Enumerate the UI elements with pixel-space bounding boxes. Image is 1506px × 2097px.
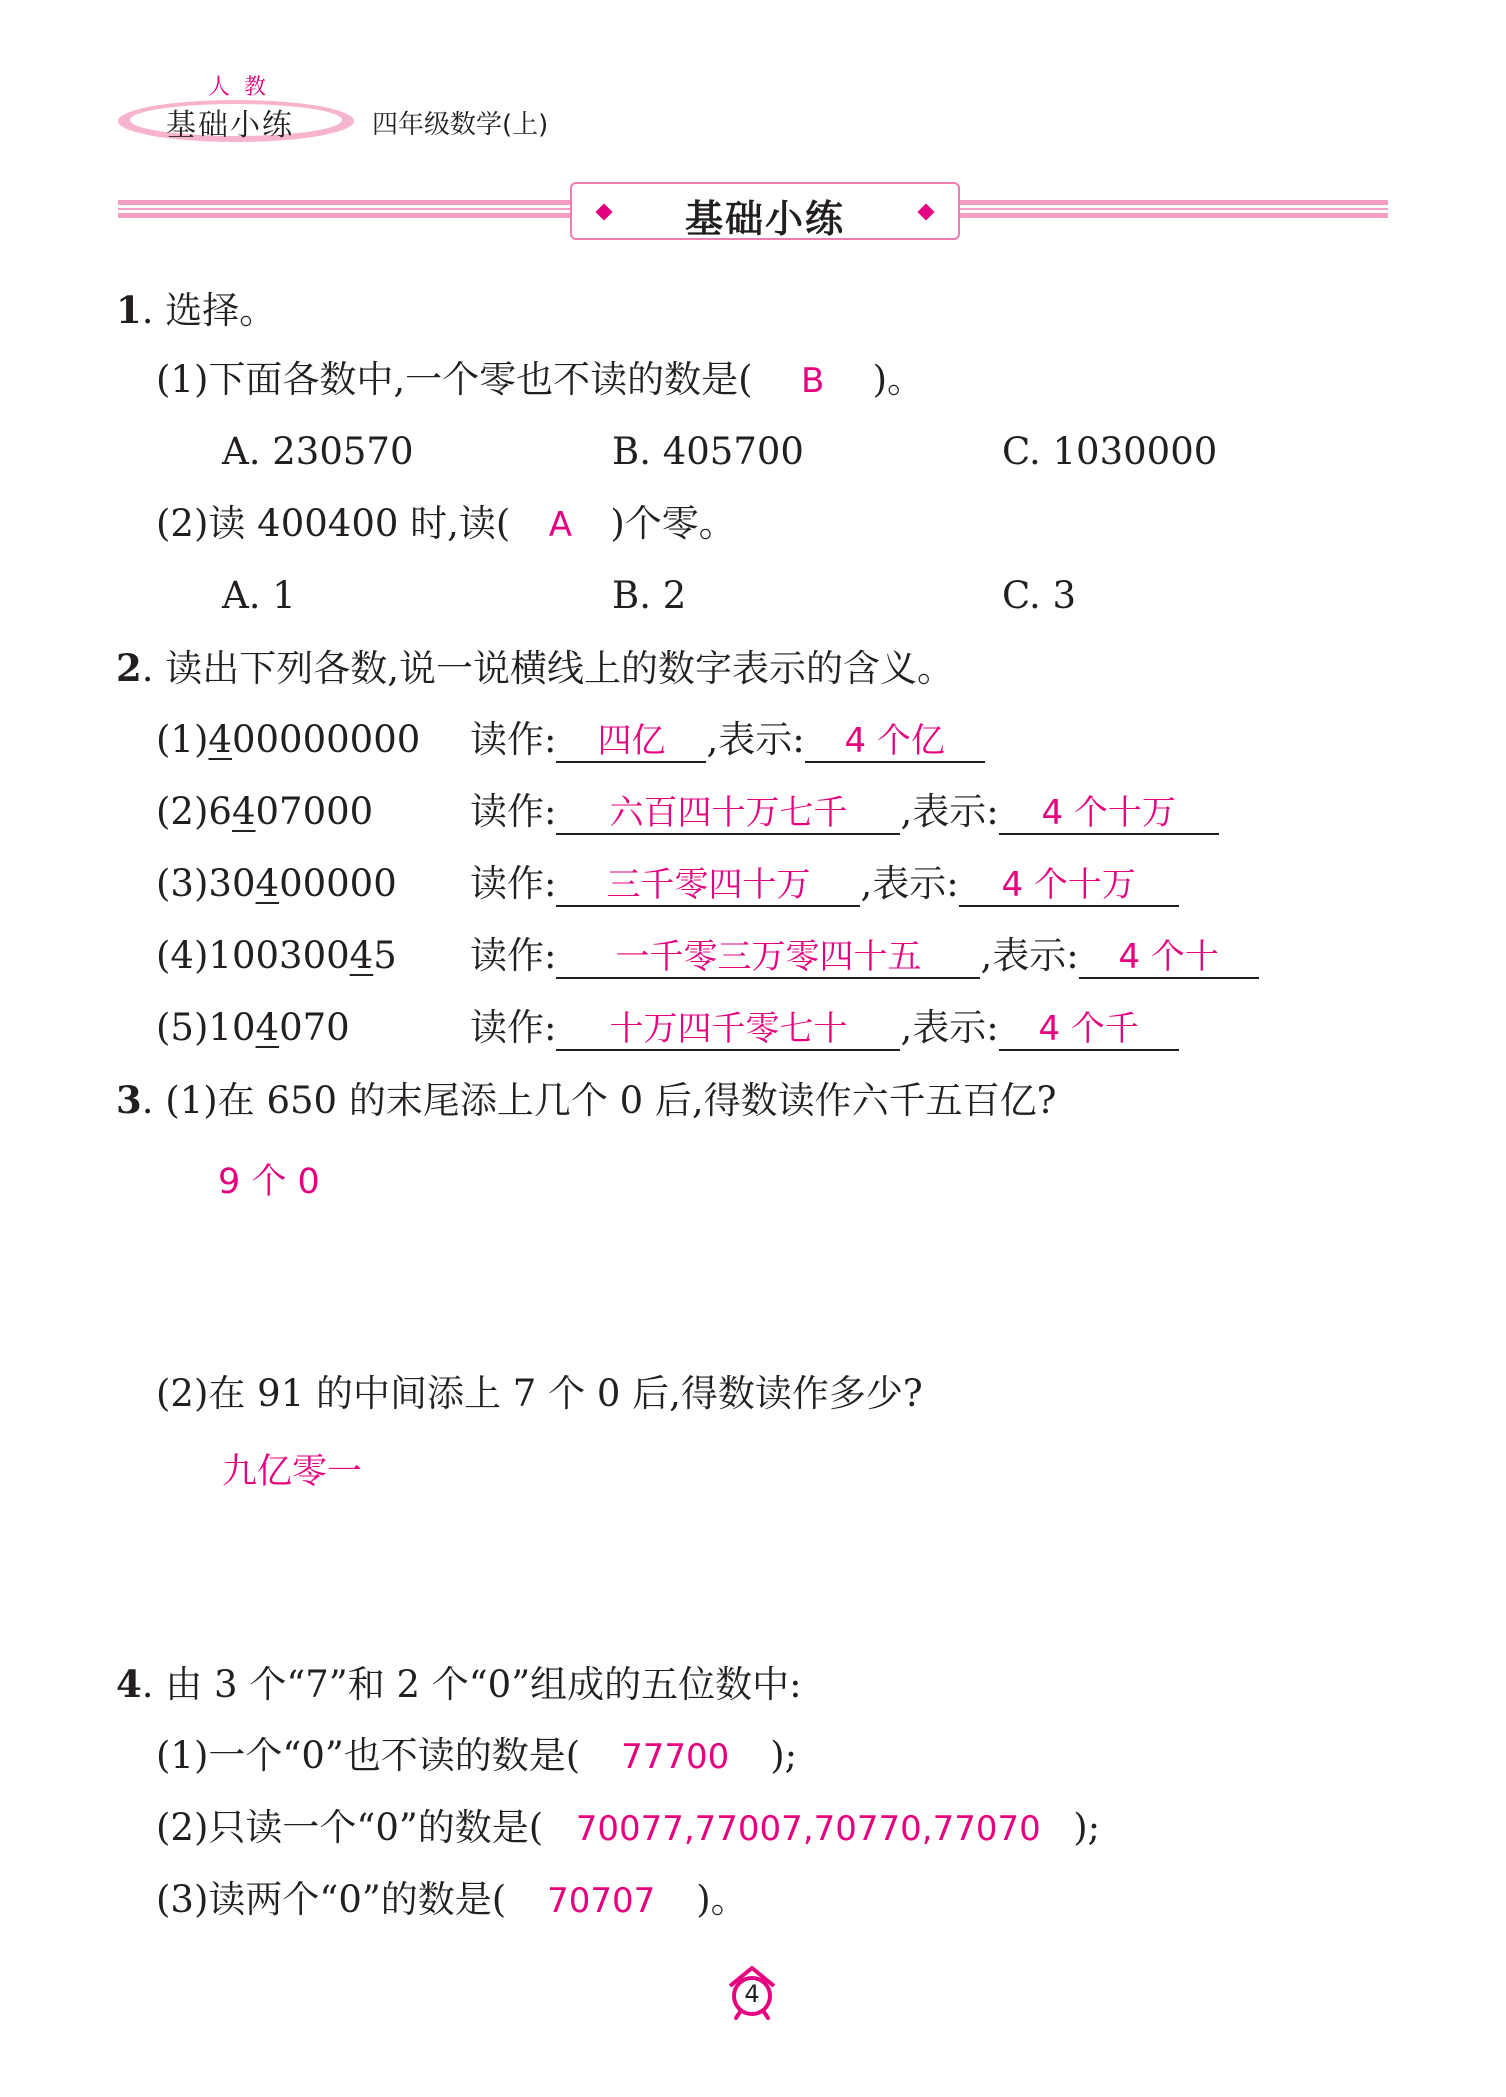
q1-p2-label: (2)读 400400 时,读(: [156, 502, 511, 545]
q2-item-5-answer-line: [470, 1006, 1179, 1051]
q3-p2-text: (2)在 91 的中间添上 7 个 0 后,得数读作多少?: [156, 1372, 923, 1415]
q2-item-post: 00000000: [231, 718, 421, 761]
q2-item-index: (2): [156, 790, 209, 833]
q2-item-index: (1): [156, 718, 209, 761]
q2-item-post: 07000: [255, 790, 374, 833]
q2-item-1-answer-line: [470, 718, 985, 763]
q2-item-underlined-digit: 4: [255, 1006, 280, 1049]
q2-item-pre: 6: [208, 790, 232, 833]
q1-p1-option-b: B. 405700: [612, 430, 804, 473]
q2-item-1-means: 4 个亿: [805, 721, 985, 763]
q2-item-post: 070: [279, 1006, 350, 1049]
show-label: ,表示:: [900, 1006, 999, 1049]
q1-p2-option-c: C. 3: [1002, 574, 1077, 617]
q3-p2-answer: 九亿零一: [222, 1452, 363, 1492]
section-title-box: [570, 182, 960, 240]
q2-title: [116, 646, 954, 691]
q2-item-2-means: 4 个十万: [999, 793, 1219, 835]
q2-item-5-number: [156, 1006, 350, 1050]
q2-item-5-read: 十万四千零七十: [556, 1009, 900, 1051]
q2-item-3-number: [156, 862, 397, 906]
q4-number: 4: [116, 1662, 142, 1706]
grade-label: 四年级数学(上): [372, 110, 549, 140]
q4-title: [116, 1662, 802, 1707]
q1-p1-option-a: A. 230570: [222, 430, 414, 473]
q4-p2-answer: 70077,77007,70770,77070: [575, 1809, 1041, 1849]
q2-item-4-means: 4 个十: [1079, 937, 1259, 979]
q3-number: 3: [116, 1078, 142, 1122]
q1-number: 1: [116, 288, 142, 332]
show-label: ,表示:: [706, 718, 805, 761]
q2-item-pre: 10: [208, 1006, 256, 1049]
q3-part1: [116, 1078, 1057, 1123]
q2-item-post: 00000: [279, 862, 397, 905]
q1-p1-answer: B: [800, 361, 825, 401]
brand-name: 基础小练: [166, 108, 294, 143]
q2-item-4-answer-line: [470, 934, 1259, 979]
q2-item-2-number: [156, 790, 373, 834]
q2-number: 2: [116, 646, 142, 690]
show-label: ,表示:: [980, 934, 1079, 977]
q4-p1-label: (1)一个“0”也不读的数是(: [156, 1734, 581, 1777]
q2-item-index: (4): [156, 934, 209, 977]
q1-p1-option-c: C. 1030000: [1002, 430, 1218, 473]
q2-item-3-read: 三千零四十万: [556, 865, 860, 907]
q2-item-post: 5: [373, 934, 397, 977]
q1-p2-option-b: B. 2: [612, 574, 687, 617]
q4-text: . 由 3 个“7”和 2 个“0”组成的五位数中:: [141, 1663, 802, 1706]
show-label: ,表示:: [860, 862, 959, 905]
q4-p1-answer: 77700: [621, 1737, 730, 1777]
read-label: 读作:: [470, 934, 557, 977]
q2-item-pre: 100300: [208, 934, 350, 977]
q2-item-index: (5): [156, 1006, 209, 1049]
read-label: 读作:: [470, 790, 557, 833]
q4-p3-end: )。: [696, 1878, 748, 1921]
q2-item-1-number: [156, 718, 420, 762]
q2-item-5-means: 4 个千: [999, 1009, 1179, 1051]
brand-top-text: 人教: [208, 75, 281, 100]
q1-p1-end: )。: [872, 358, 925, 401]
q2-item-underlined-digit: 4: [231, 790, 256, 833]
section-title: 基础小练: [684, 197, 845, 241]
read-label: 读作:: [470, 862, 557, 905]
q2-item-underlined-digit: 4: [349, 934, 374, 977]
q2-item-underlined-digit: 4: [255, 862, 280, 905]
q2-item-2-read: 六百四十万七千: [556, 793, 900, 835]
q2-item-index: (3): [156, 862, 209, 905]
q2-item-4-read: 一千零三万零四十五: [556, 937, 980, 979]
q3-p1-text: . (1)在 650 的末尾添上几个 0 后,得数读作六千五百亿?: [141, 1079, 1057, 1122]
q1-text: . 选择。: [141, 289, 277, 332]
read-label: 读作:: [470, 718, 557, 761]
q1-p2-end: )个零。: [610, 502, 736, 545]
q1-p2-answer: A: [548, 505, 572, 545]
q1-part1: [156, 358, 924, 403]
read-label: 读作:: [470, 1006, 557, 1049]
q4-p3-answer: 70707: [547, 1881, 656, 1921]
show-label: ,表示:: [900, 790, 999, 833]
q2-item-4-number: [156, 934, 397, 978]
q1-p2-option-a: A. 1: [222, 574, 296, 617]
q4-part1: [156, 1734, 797, 1779]
q2-item-3-means: 4 个十万: [959, 865, 1179, 907]
q4-p2-end: );: [1073, 1806, 1101, 1849]
q4-p1-end: );: [770, 1734, 798, 1777]
q4-part3: [156, 1878, 748, 1923]
q2-item-underlined-digit: 4: [208, 718, 232, 761]
q4-part2: [156, 1806, 1100, 1851]
q2-item-pre: 30: [208, 862, 256, 905]
q1-title: [116, 288, 276, 333]
q1-p1-label: (1)下面各数中,一个零也不读的数是(: [156, 358, 753, 401]
page-number-badge: [724, 1964, 780, 2020]
q2-text: . 读出下列各数,说一说横线上的数字表示的含义。: [141, 647, 955, 690]
q4-p2-label: (2)只读一个“0”的数是(: [156, 1806, 544, 1849]
q2-item-3-answer-line: [470, 862, 1179, 907]
q1-part2: [156, 502, 736, 547]
page-number: 4: [744, 1980, 760, 2008]
q2-item-2-answer-line: [470, 790, 1219, 835]
q2-item-1-read: 四亿: [556, 721, 706, 763]
q3-p1-answer: 9 个 0: [218, 1162, 320, 1202]
q4-p3-label: (3)读两个“0”的数是(: [156, 1878, 507, 1921]
